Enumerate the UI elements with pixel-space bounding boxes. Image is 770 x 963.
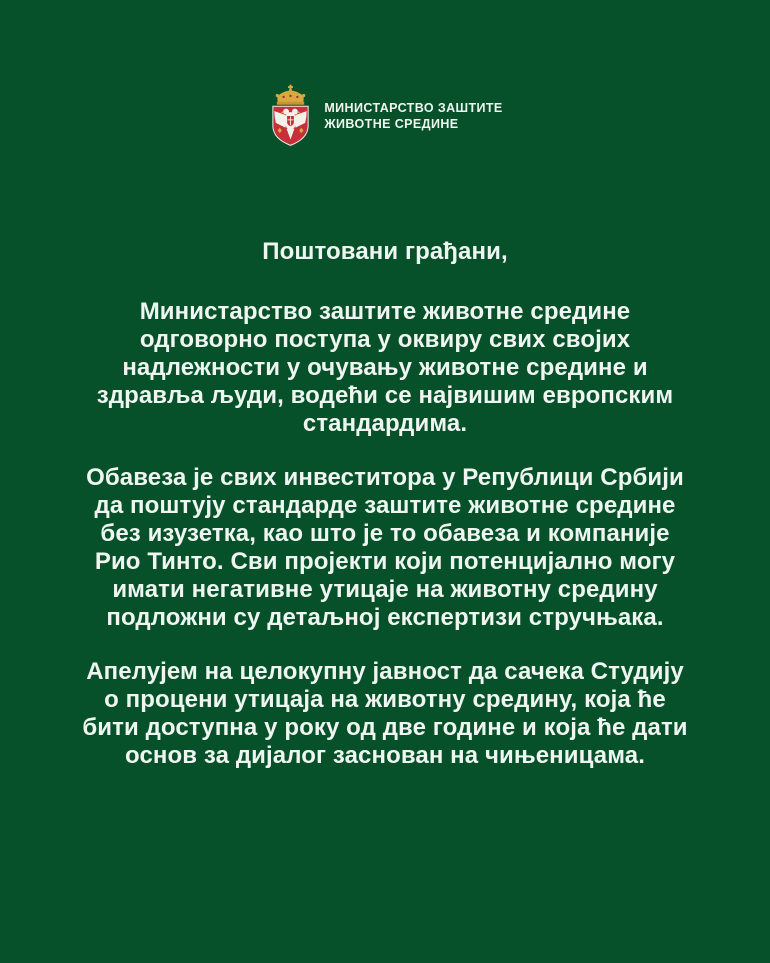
serbia-coat-of-arms-icon	[267, 84, 314, 148]
statement-body	[82, 238, 688, 770]
statement-paragraph-1: Министарство заштите животне средине одговорно поступа у оквиру свих својих надлежности у очувању животне средине и здравља људи, водећи се највишим европским стандардима.	[96, 298, 674, 437]
ministry-logo	[0, 84, 770, 148]
statement-paragraph-3: Апелујем на целокупну јавност да сачека Студију о процени утицаја на животну средину, која ће бити доступна у року од две године и која ће дати основ за дијалог заснован на чињеницама.	[82, 658, 688, 769]
salutation: Поштовани грађани,	[262, 238, 508, 265]
ministry-name-line1: МИНИСТАРСТВО ЗАШТИТЕ	[324, 100, 503, 115]
ministry-wordmark	[324, 100, 502, 133]
ministry-name-line2: ЖИВОТНЕ СРЕДИНЕ	[324, 117, 459, 131]
statement-paragraph-2: Обавеза је свих инвеститора у Републици Србији да поштују стандарде заштите животне средине без изузетка, као што је то обавеза и компаније Рио Тинто. Сви пројекти који потенцијално могу имати негативне утицаје на животну средину подложни су детаљној експертизи стручњака.	[86, 464, 684, 631]
